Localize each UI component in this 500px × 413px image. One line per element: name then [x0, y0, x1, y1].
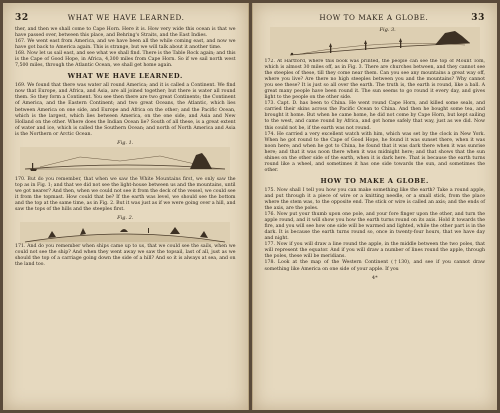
left-running-title: WHAT WE HAVE LEARNED.	[67, 13, 185, 22]
right-section-heading: HOW TO MAKE A GLOBE.	[320, 176, 429, 185]
fig2-label: Fig. 2.	[117, 215, 134, 222]
right-paragraphs-bottom: 175. Now shall I tell you how you can make something like the earth? Take a round apple, and put through it a piece of wire or a knitting needle, or a small stick, from the place where the stem was, to the opposite end. The stick or wire is called an axis; and the ends of the axis, are the poles. 176. Now put your thumb upon one pole, and your fore finger upon the other, and turn the apple round, and it will show you how the earth turns round on its axis. Hold it towards the fire, and you will see how one side will be warmed and lighted, while the other part is in the dark. It is because the earth turns round so, once in twenty-four hours, that we have day and night. 177. Now if you will draw a line round the apple, in the middle between the two poles, that will represent the equator. And if you will draw a number of lines round the apple, through the poles, these will be meridians. 178. Look at the map of the Western Continent (†130), and see if you cannot draw something like America on one side of your apple. If you	[264, 187, 485, 272]
left-paragraph-169: 169. We found that there was water all round America; and it is called a Continent. We find now that Europe, and Africa, and Asia, are all joined together; but there is water all round them. So they form a Continent. You see then there are two great Continents; the Continent of America, and the Eastern Continent; and two great Oceans, the Atlantic, which lies between America on one side, and Europe and Africa on the other; and the Pacific Ocean, which is the largest, which lies between America, on the one side, and Asia and New Holland on the other. Where does the Indian Ocean lie? South of all these, is a great extent of water and ice, which is called the Southern Ocean; and north of North America and Asia is the Northern or Arctic Ocean.	[15, 83, 236, 137]
fig3-label: Fig. 3.	[379, 27, 396, 33]
fig3-container	[265, 27, 486, 59]
fig3-illustration	[270, 27, 480, 59]
fig1-label: Fig. 1.	[117, 139, 134, 146]
left-page-header	[15, 13, 236, 23]
fig1-illustration	[20, 147, 230, 177]
right-page	[252, 3, 498, 410]
left-paragraph-170: 170. But do you remember, that when we saw the White Mountains first, we only saw the top as in Fig. 1; and that we did not see the light-house between us and the mountains, until we got nearer? And then, when we could not see it from the deck of the vessel, we could see it from the topmast. How could that be? If the earth was level, we should see the bottom and the top at the same time, as in Fig. 2. But it was just as if we were going over a hill, and saw the tops of the hills and the steeples first.	[15, 176, 236, 212]
left-page	[3, 3, 249, 410]
left-paragraphs-top: ther, and then we shall come to Cape Horn. Here it is. How very wide this ocean is that we have passed over, between this place, and Behring's Straits, and the East Indies. 167. We went east from America, and we have been all the while coming east, and now we have got back to America again. This is strange, but we will talk about it another time. 168. Now let us sail east, and see what we shall find. There is the Table Rock again; and this is the Cape of Good Hope, in Africa, 4,300 miles from Cape Horn. So if we sail north west 7,500 miles, through the Atlantic Ocean, we shall get home again.	[15, 27, 236, 69]
left-paragraph-171: 171. And do you remember when ships came up to us, that we could see the sails, when we could not see the ship? And when they went away we saw the topsail, last of all, just as we should the top of a carriage going down the side of a hill? And so it is always at sea, and on the land too.	[15, 244, 236, 268]
left-page-number: 32	[15, 13, 29, 23]
signature-mark: 4*	[371, 274, 378, 281]
right-paragraphs-top: 172. At Hartford, where this book was printed, the people can see the top of Mount Tom, which is almost 30 miles off, as in Fig. 3. There are churches between, and they cannot see the steeples of these, till they come near them. Can you see any mountains a great way off, where you live? Are there no high steeples between you and the mountains? Why cannot you see these? It is just so all over the earth. The truth is, the earth is round, like a ball. A great many people have been round it. The sun seems to go round it every day, and gives light to the people on the other side. 173. Capt. D. has been to China. He went round Cape Horn, and killed some seals, and carried their skins across the Pacific Ocean to China. And then he bought some tea, and brought it home. But when he came home, he did not come by Cape Horn, but kept sailing to the west, and came round by Africa, and got home safely that way, just as we did. Now this could not be, if the earth was not round. 174. He carried a very excellent watch with him, which was set by the clock in New York. When he got round to the Cape of Good Hope, he found it was sunset there, when it was noon here; and when he got to China, he found that it was dark there when it was sunrise here; and that it was noon there when it was midnight here; and that shows that the sun shines on the other side of the earth, when it is dark here. That is because the earth turns round like a wheel, and sometimes it has one side towards the sun, and sometimes the other.	[264, 59, 485, 173]
left-section-heading: WHAT WE HAVE LEARNED.	[67, 72, 183, 81]
fig2-illustration	[20, 222, 230, 244]
right-page-header	[265, 13, 486, 23]
right-running-title: HOW TO MAKE A GLOBE.	[319, 13, 429, 22]
right-page-number: 33	[471, 13, 485, 23]
